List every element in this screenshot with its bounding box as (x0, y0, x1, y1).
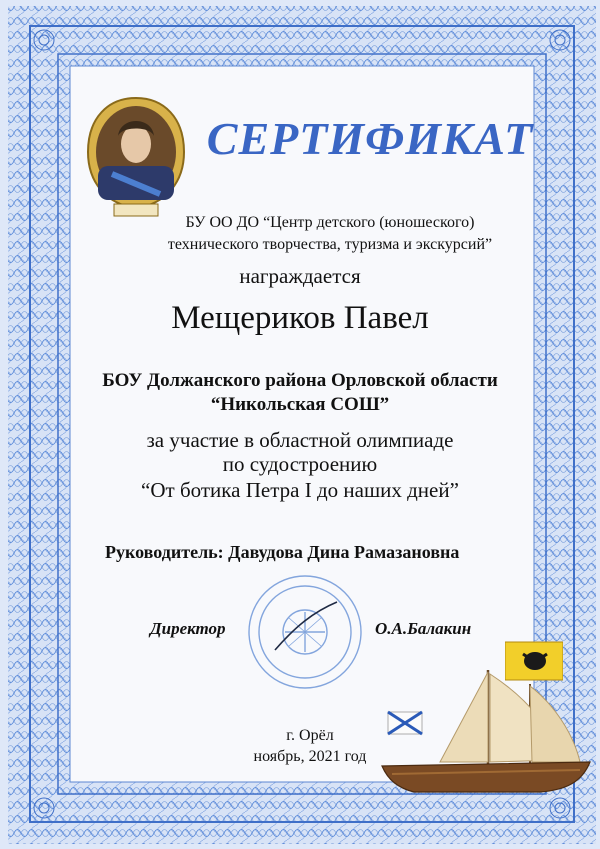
leader-line: Руководитель: Давудова Дина Рамазановна (105, 542, 460, 562)
awarded-label: награждается (239, 264, 361, 288)
school-line-1: БОУ Должанского района Орловской области (102, 370, 498, 391)
reason-line-2: по судостроению (222, 452, 378, 476)
school-line-2: “Никольская СОШ” (210, 394, 390, 415)
round-seal-stamp-icon (245, 572, 365, 692)
reason-line-1: за участие в областной олимпиаде (146, 428, 454, 452)
recipient-name: Мещериков Павел (171, 300, 429, 336)
director-name: О.А.Балакин (375, 619, 472, 638)
sailing-boat-icon (380, 650, 600, 800)
organization-line-1: БУ ОО ДО “Центр детского (юношеского) (185, 214, 475, 231)
organization-line-2: технического творчества, туризма и экскурсий” (167, 236, 493, 253)
certificate-title: СЕРТИФИКАТ (206, 113, 534, 164)
reason-line-3: “От ботика Петра I до наших дней” (141, 478, 459, 502)
issue-date: ноябрь, 2021 год (253, 748, 367, 765)
portrait-medallion-icon (84, 96, 188, 220)
city: г. Орёл (286, 727, 334, 744)
director-label: Директор (150, 619, 226, 638)
